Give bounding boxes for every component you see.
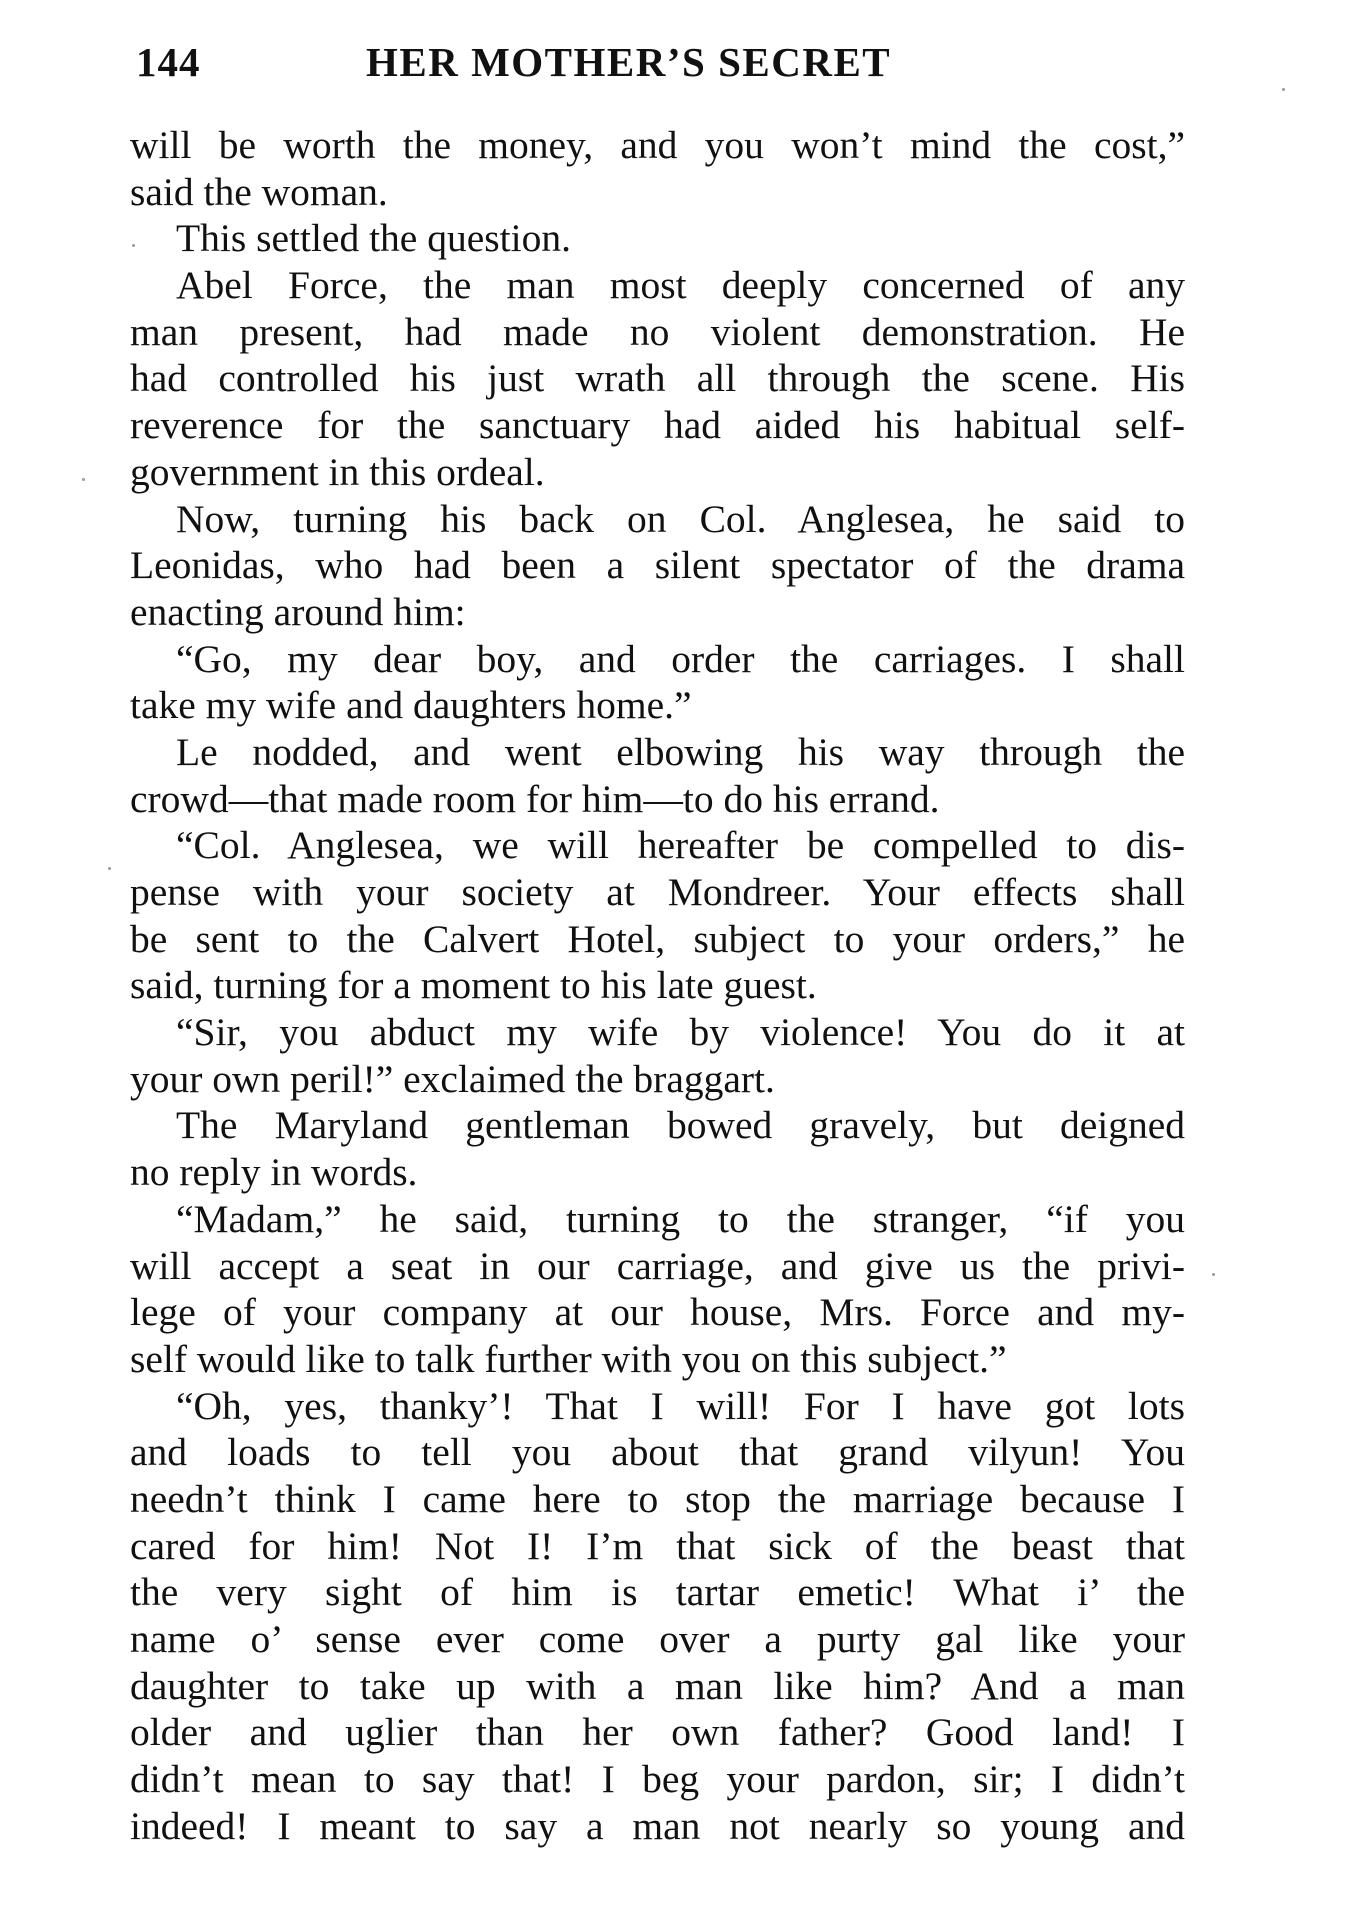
text-line: no reply in words. <box>130 1150 418 1195</box>
text-line: “Sir, you abduct my wife by violence! You do it at <box>176 1010 1185 1055</box>
paper-speck <box>132 244 135 247</box>
text-line: had controlled his just wrath all through the scene. His <box>130 356 1185 401</box>
text-line: crowd—that made room for him—to do his errand. <box>130 776 940 821</box>
text-line: be sent to the Calvert Hotel, subject to your orders,” he <box>130 916 1185 961</box>
text-line: daughter to take up with a man like him? And a man <box>130 1663 1185 1708</box>
text-line: lege of your company at our house, Mrs. Force and my- <box>130 1290 1185 1335</box>
text-line: pense with your society at Mondreer. Your effects shall <box>130 870 1185 914</box>
text-line: government in this ordeal. <box>130 449 545 494</box>
text-line: take my wife and daughters home.” <box>130 683 692 728</box>
text-line: cared for him! Not I! I’m that sick of the beast that <box>130 1523 1185 1568</box>
paper-speck <box>1212 1273 1215 1276</box>
page-header <box>136 38 1186 98</box>
text-line: Now, turning his back on Col. Anglesea, he said to <box>176 496 1185 541</box>
running-head: HER MOTHER’S SECRET <box>366 39 892 85</box>
text-line: said the woman. <box>130 169 388 214</box>
paper-speck <box>108 867 111 870</box>
text-line: man present, had made no violent demonstration. He <box>130 309 1185 354</box>
text-line: the very sight of him is tartar emetic! What i’ the <box>130 1570 1185 1615</box>
page-number: 144 <box>136 39 201 85</box>
paper-speck <box>1282 88 1285 91</box>
text-line: “Madam,” he said, turning to the stranger, “if you <box>176 1196 1185 1241</box>
paper-speck <box>82 478 85 481</box>
text-line: needn’t think I came here to stop the marriage because I <box>130 1476 1185 1521</box>
text-line: name o’ sense ever come over a purty gal like your <box>130 1617 1185 1661</box>
text-line: “Go, my dear boy, and order the carriages. I shall <box>176 636 1185 681</box>
text-line: your own peril!” exclaimed the braggart. <box>130 1056 775 1101</box>
text-line: and loads to tell you about that grand vilyun! You <box>130 1430 1185 1475</box>
text-line: will accept a seat in our carriage, and give us the privi- <box>130 1243 1185 1288</box>
text-line: older and uglier than her own father? Good land! I <box>130 1710 1185 1755</box>
body-text <box>130 122 1185 1849</box>
text-line: indeed! I meant to say a man not nearly so young and <box>130 1803 1185 1848</box>
text-line: enacting around him: <box>130 589 466 634</box>
text-line: self would like to talk further with you on this subject.” <box>130 1336 1007 1381</box>
text-line: Leonidas, who had been a silent spectator of the drama <box>130 543 1185 588</box>
text-line: said, turning for a moment to his late guest. <box>130 963 817 1008</box>
text-line: “Col. Anglesea, we will hereafter be compelled to dis- <box>176 823 1185 868</box>
text-line: The Maryland gentleman bowed gravely, but deigned <box>176 1103 1185 1148</box>
text-line: Abel Force, the man most deeply concerned of any <box>176 263 1185 308</box>
text-line: Le nodded, and went elbowing his way through the <box>176 729 1185 774</box>
text-line: didn’t mean to say that! I beg your pardon, sir; I didn’t <box>130 1757 1185 1802</box>
text-line: “Oh, yes, thanky’! That I will! For I have got lots <box>176 1383 1185 1428</box>
text-line: will be worth the money, and you won’t mind the cost,” <box>130 123 1185 167</box>
text-line: This settled the question. <box>176 216 571 261</box>
text-line: reverence for the sanctuary had aided his habitual self- <box>130 403 1185 448</box>
